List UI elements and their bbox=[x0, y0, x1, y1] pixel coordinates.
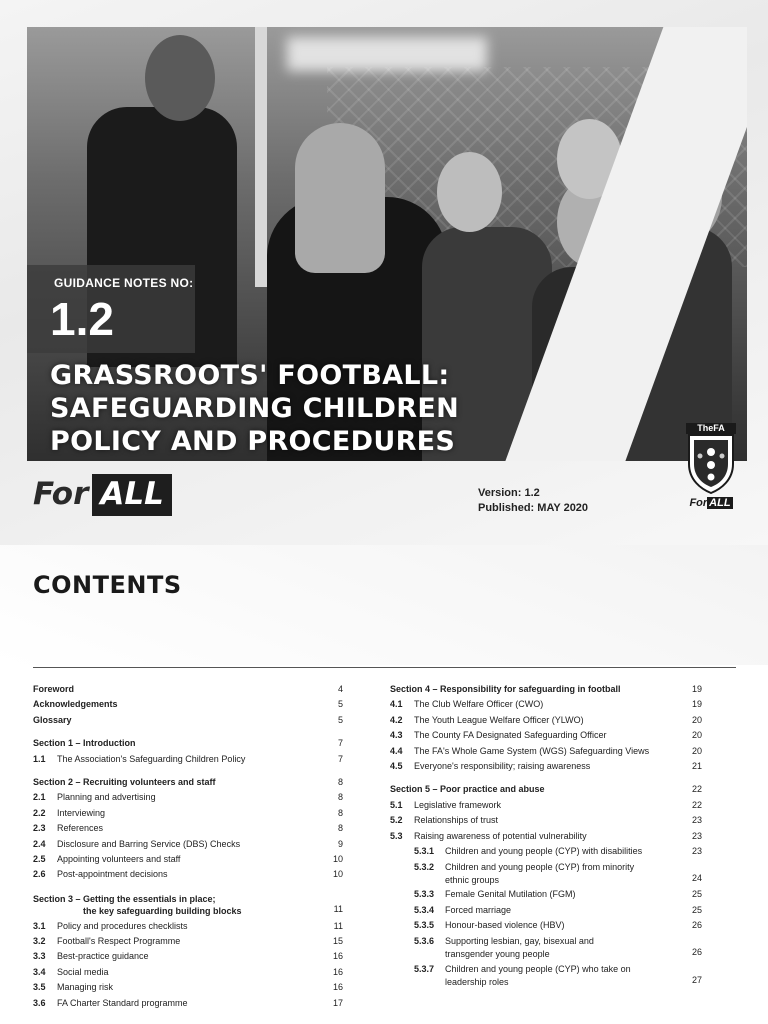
toc-page-number: 23 bbox=[691, 830, 702, 841]
toc-page-number: 8 bbox=[337, 823, 343, 834]
toc-title: The Club Welfare Officer (CWO) bbox=[414, 699, 544, 710]
toc-entry bbox=[390, 961, 702, 989]
toc-entry bbox=[33, 752, 343, 767]
toc-number: 4.2 bbox=[390, 714, 403, 725]
toc-title: Everyone's responsibility; raising awareness bbox=[414, 760, 591, 771]
toc-title: Honour-based violence (HBV) bbox=[445, 920, 565, 931]
toc-title: Raising awareness of potential vulnerability bbox=[414, 830, 587, 841]
toc-entry bbox=[33, 996, 343, 1011]
toc-entry bbox=[33, 806, 343, 821]
toc-entry bbox=[390, 933, 702, 961]
toc-number: 5.2 bbox=[390, 815, 403, 826]
toc-title: Section 3 – Getting the essentials in place; bbox=[33, 893, 216, 904]
toc-number: 5.3.6 bbox=[414, 936, 435, 947]
toc-number: 2.2 bbox=[33, 807, 46, 818]
toc-title: The FA's Whole Game System (WGS) Safeguarding Views bbox=[414, 745, 650, 756]
toc-page-number: 8 bbox=[337, 792, 343, 803]
toc-entry bbox=[390, 744, 702, 759]
toc-page-number: 20 bbox=[691, 745, 702, 756]
toc-number: 4.4 bbox=[390, 745, 403, 756]
toc-title: Legislative framework bbox=[414, 799, 502, 810]
guidance-label: GUIDANCE NOTES NO: bbox=[54, 276, 194, 290]
logo-for-text: For bbox=[33, 476, 89, 512]
toc-entry bbox=[390, 829, 702, 844]
toc-title: Acknowledgements bbox=[33, 699, 118, 710]
title-line-2: SAFEGUARDING CHILDREN bbox=[50, 393, 459, 424]
toc-entry bbox=[390, 813, 702, 828]
toc-entry bbox=[33, 980, 343, 995]
toc-title: Section 2 – Recruiting volunteers and staff bbox=[33, 776, 216, 787]
toc-page-number: 22 bbox=[691, 784, 702, 795]
toc-number: 2.1 bbox=[33, 792, 46, 803]
toc-entry bbox=[390, 697, 702, 712]
toc-entry bbox=[33, 821, 343, 836]
toc-page-number: 20 bbox=[691, 714, 702, 725]
toc-page-number: 23 bbox=[691, 845, 702, 856]
toc-entry bbox=[390, 759, 702, 774]
toc-title: Glossary bbox=[33, 714, 72, 725]
toc-number: 5.3.1 bbox=[414, 845, 435, 856]
toc-page-number: 21 bbox=[691, 760, 702, 771]
toc-entry bbox=[33, 891, 343, 919]
toc-title: FA Charter Standard programme bbox=[57, 997, 188, 1008]
toc-title: Children and young people (CYP) from minority ethnic groups bbox=[445, 862, 635, 885]
toc-title: Female Genital Mutilation (FGM) bbox=[445, 889, 576, 900]
toc-page-number: 17 bbox=[332, 997, 343, 1008]
crest-for-text: For bbox=[689, 497, 708, 509]
toc-entry bbox=[390, 887, 702, 902]
toc-title: Section 4 – Responsibility for safeguarding in football bbox=[390, 684, 621, 694]
toc-page-number: 11 bbox=[333, 920, 343, 931]
toc-entry bbox=[390, 798, 702, 813]
toc-page-number: 26 bbox=[691, 920, 702, 931]
toc-title: Managing risk bbox=[57, 982, 114, 993]
toc-page-number: 8 bbox=[337, 776, 343, 787]
toc-entry bbox=[33, 697, 343, 712]
toc-page-number: 19 bbox=[691, 699, 702, 710]
toc-title: Best-practice guidance bbox=[57, 951, 149, 962]
toc-number: 2.5 bbox=[33, 853, 46, 864]
toc-entry bbox=[390, 859, 702, 887]
toc-entry bbox=[33, 949, 343, 964]
toc-page-number: 7 bbox=[337, 753, 343, 764]
toc-title: Children and young people (CYP) with disabilities bbox=[445, 845, 643, 856]
toc-entry bbox=[390, 682, 702, 697]
contents-heading: CONTENTS bbox=[33, 571, 182, 599]
toc-entry bbox=[33, 965, 343, 980]
version-text: Version: 1.2 bbox=[478, 487, 540, 499]
toc-entry bbox=[33, 919, 343, 934]
toc-page-number: 22 bbox=[691, 799, 702, 810]
toc-title: References bbox=[57, 823, 104, 834]
toc-number: 5.1 bbox=[390, 799, 403, 810]
toc-number: 5.3.2 bbox=[414, 862, 435, 873]
toc-number: 5.3 bbox=[390, 830, 403, 841]
crest-label: TheFA bbox=[686, 423, 736, 434]
toc-number: 5.3.5 bbox=[414, 920, 435, 931]
toc-title: Foreword bbox=[33, 684, 75, 694]
toc-entry bbox=[390, 713, 702, 728]
toc-entry bbox=[390, 903, 702, 918]
toc-title: Football's Respect Programme bbox=[57, 936, 181, 947]
toc-page-number: 26 bbox=[691, 946, 702, 957]
toc-number: 4.5 bbox=[390, 760, 403, 771]
toc-entry bbox=[33, 736, 343, 751]
toc-page-number: 8 bbox=[337, 807, 343, 818]
toc-number: 3.4 bbox=[33, 966, 46, 977]
toc-entry bbox=[33, 775, 343, 790]
toc-title: Appointing volunteers and staff bbox=[57, 853, 181, 864]
toc-entry bbox=[390, 844, 702, 859]
toc-entry bbox=[33, 790, 343, 805]
toc-title: Post-appointment decisions bbox=[57, 869, 168, 880]
toc-number: 3.6 bbox=[33, 997, 46, 1008]
toc-number: 2.6 bbox=[33, 869, 46, 880]
toc-title: Relationships of trust bbox=[414, 815, 499, 826]
toc-title: The Youth League Welfare Officer (YLWO) bbox=[414, 714, 584, 725]
toc-page-number: 23 bbox=[691, 815, 702, 826]
toc-page-number: 27 bbox=[691, 974, 702, 985]
toc-entry bbox=[33, 867, 343, 882]
toc-number: 5.3.7 bbox=[414, 964, 435, 975]
toc-title: Planning and advertising bbox=[57, 792, 156, 803]
toc-number: 5.3.3 bbox=[414, 889, 435, 900]
crest-for-all bbox=[686, 497, 736, 509]
toc-entry bbox=[33, 934, 343, 949]
toc-page-number: 24 bbox=[691, 872, 702, 883]
toc-page-number: 5 bbox=[337, 699, 343, 710]
toc-entry bbox=[33, 682, 343, 697]
toc-page-number: 7 bbox=[337, 738, 343, 749]
contents-divider bbox=[33, 667, 736, 668]
for-all-logo bbox=[33, 474, 172, 516]
contents-right-column bbox=[390, 682, 702, 989]
toc-page-number: 11 bbox=[333, 904, 343, 915]
toc-page-number: 25 bbox=[691, 904, 702, 915]
toc-number: 5.3.4 bbox=[414, 904, 435, 915]
toc-entry bbox=[33, 837, 343, 852]
toc-number: 4.3 bbox=[390, 730, 403, 741]
shield-icon bbox=[686, 434, 736, 494]
toc-number: 3.3 bbox=[33, 951, 46, 962]
title-line-3: POLICY AND PROCEDURES bbox=[50, 426, 456, 457]
background-shard bbox=[0, 545, 768, 665]
toc-title: Section 1 – Introduction bbox=[33, 738, 136, 749]
toc-title: Supporting lesbian, gay, bisexual and transgender young people bbox=[445, 936, 594, 959]
toc-number: 2.4 bbox=[33, 838, 46, 849]
toc-title: Policy and procedures checklists bbox=[57, 920, 188, 931]
toc-page-number: 15 bbox=[332, 936, 343, 947]
toc-page-number: 25 bbox=[691, 889, 702, 900]
toc-title: The Association's Safeguarding Children Policy bbox=[57, 753, 246, 764]
toc-page-number: 9 bbox=[337, 838, 343, 849]
toc-number: 3.1 bbox=[33, 920, 46, 931]
toc-page-number: 16 bbox=[332, 951, 343, 962]
toc-number: 3.2 bbox=[33, 936, 46, 947]
toc-title: Interviewing bbox=[57, 807, 106, 818]
guidance-number: 1.2 bbox=[50, 293, 114, 345]
toc-number: 1.1 bbox=[33, 753, 46, 764]
toc-page-number: 16 bbox=[332, 966, 343, 977]
toc-number: 4.1 bbox=[390, 699, 403, 710]
toc-page-number: 20 bbox=[691, 730, 702, 741]
fa-crest-logo bbox=[686, 423, 736, 509]
version-info bbox=[478, 486, 588, 516]
toc-page-number: 10 bbox=[332, 869, 343, 880]
toc-title: Social media bbox=[57, 966, 109, 977]
logo-all-text: ALL bbox=[92, 474, 172, 516]
toc-page-number: 5 bbox=[337, 714, 343, 725]
published-text: Published: MAY 2020 bbox=[478, 502, 589, 514]
toc-title: Forced marriage bbox=[445, 904, 512, 915]
toc-title-continued: the key safeguarding building blocks bbox=[83, 906, 242, 917]
toc-number: 2.3 bbox=[33, 823, 46, 834]
toc-entry bbox=[390, 728, 702, 743]
toc-number: 3.5 bbox=[33, 982, 46, 993]
title-line-1: GRASSROOTS' FOOTBALL: bbox=[50, 360, 450, 391]
toc-title: The County FA Designated Safeguarding Officer bbox=[414, 730, 607, 741]
toc-page-number: 4 bbox=[337, 684, 343, 694]
toc-title: Section 5 – Poor practice and abuse bbox=[390, 784, 545, 795]
crest-all-text: ALL bbox=[709, 497, 731, 509]
toc-page-number: 10 bbox=[332, 853, 343, 864]
toc-entry bbox=[390, 918, 702, 933]
toc-title: Disclosure and Barring Service (DBS) Checks bbox=[57, 838, 241, 849]
contents-left-column bbox=[33, 682, 343, 1011]
toc-entry bbox=[33, 852, 343, 867]
toc-entry bbox=[390, 782, 702, 797]
toc-title: Children and young people (CYP) who take on leadership roles bbox=[445, 964, 631, 987]
toc-page-number: 19 bbox=[691, 684, 702, 694]
toc-entry bbox=[33, 713, 343, 728]
toc-page-number: 16 bbox=[332, 982, 343, 993]
